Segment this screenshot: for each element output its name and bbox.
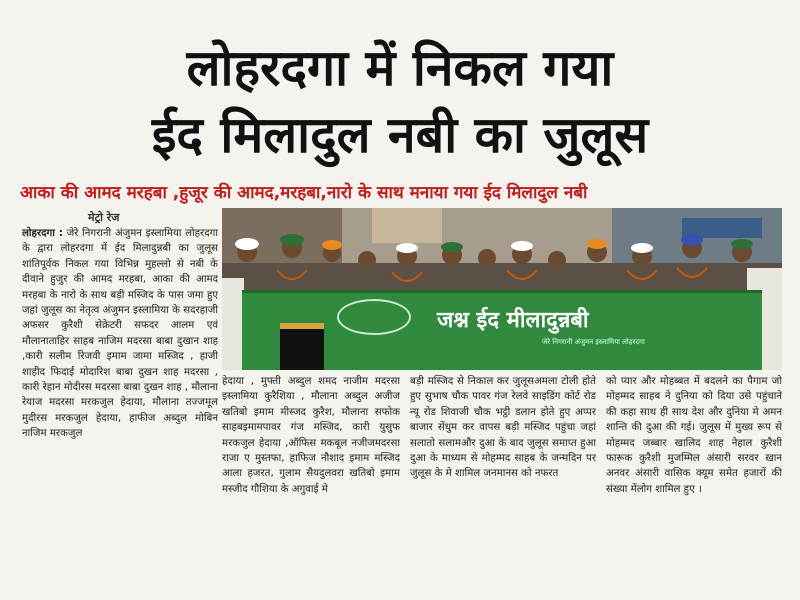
article-column-4: को प्यार और मोहब्बत में बदलने का पैगाम जो मोहम्मद साहब ने दुनिया को दिया उसे पहुंचाने की कहा साथ ही साथ देश और दुनिया मे अमन शान्ति की दुआ की गई। जुलूस में मुख्य रूप से मोहम्मद जब्बार खालिद शाह नेहाल कुरैशी फारूक कुरैशी मुजम्मिल अंसारी सरवर खान अनवर अंसारी वासिक क्यूम समेत हजारों की संख्या मेंलोग शामिल हुए । bbox=[606, 376, 782, 495]
headline-line-1: लोहरदगा में निकल गया bbox=[186, 39, 614, 97]
procession-photo bbox=[222, 208, 782, 370]
calligraphy-emblem bbox=[337, 299, 411, 335]
dateline: लोहरदगा : bbox=[22, 228, 63, 239]
article-column-2: हेदाया , मुफ्ती अब्दुल शमद नाजीम मदरसा इस्लामिया कुरैशिया , मौलाना अब्दुल अजीज खतिबो इमाम मीस्जद कुरैश, मौलाना सफोक साहबइमामपावर गंज मस्जिद, कारी युसुफ मरकजुल हेदाया ,ऑफिस मकबूल नजीजमदरसा राजा ए मुस्तफा, हाफिज नौशाद इमाम मस्जिद आला हजरत, गुलाम सैयदुलवरा खतिबो इमाम मस्जीद गौशिया के अगुवाई मे bbox=[222, 376, 400, 495]
banner-title: जश्न ईद मीलादुन्नबी bbox=[437, 308, 589, 333]
article-column-1 bbox=[22, 226, 218, 548]
article-column-1-text: जेरे निगरानी अंजुमन इस्लामिया लोहरदगा के द्वारा लोहरदगा में ईद मिलादुन्नबी का जुलूस शांतिपूर्वक निकल गया विभिन्न मुहल्लो से नबी के दीवाने हुजुर की आमद मरहबा, आका की आमद मरहबा के नारो के साथ बड़ी मस्जिद के पास जमा हुए जहां जुलूस का नेतृत्व अंजुमन इस्लामिया के सदरहाजी अफसर कुरैशी सेक्रेटरी सफदर आलम एवं मौलानाताहिर साहब नाजिम मदरसा बाबा दुखान शाह ,कारी सलीम रिजवी इमाम जामा मस्जिद , हाजी शाहीद फिदाई मोदारिश बाबा दुखन शाह मदरसा , कारी रेहान मोदीरस मदरसा बाबा दुखन शाह , मौलाना रेयाज मदरसा मरकजुल हेदाया, मौलाना तज्जमूल मुदीरस मरकजुल हेदाया, हाफीज अब्दुल मोबिन नाजिम मरकजुल bbox=[22, 228, 218, 440]
headline-line-2: ईद मिलादुल नबी का जुलूस bbox=[151, 106, 649, 164]
banner-subtext: जेरे निगरानी अंजुमन इस्लामिया लोहरदगा bbox=[542, 338, 645, 346]
article-column-3: बड़ी मस्जिद से निकाल कर जुलूसअमला टोली होते हुए सुभाष चौक पावर गंज रेलवे साइडिंग कोर्ट रोड न्यू रोड शिवाजी चौक भट्ठी डलान होते हुए अप्पर बाजार सेंधुम कर वापस बड़ी मस्जिद पहुंचा जहां सलातो सलामऔर दुआ के बाद जुलूस समाप्त हुआ दुआ के माध्यम से मोहम्मद साहब के जन्मदिन पर जुलूस के मे शामिल जनमानस को नफरत bbox=[410, 376, 596, 480]
kaaba-image bbox=[280, 323, 324, 370]
byline: मेट्रो रेज bbox=[88, 211, 120, 224]
subheadline: आका की आमद मरहबा ,हुजूर की आमद,मरहबा,नारो के साथ मनाया गया ईद मिलादुल नबी bbox=[20, 183, 588, 203]
